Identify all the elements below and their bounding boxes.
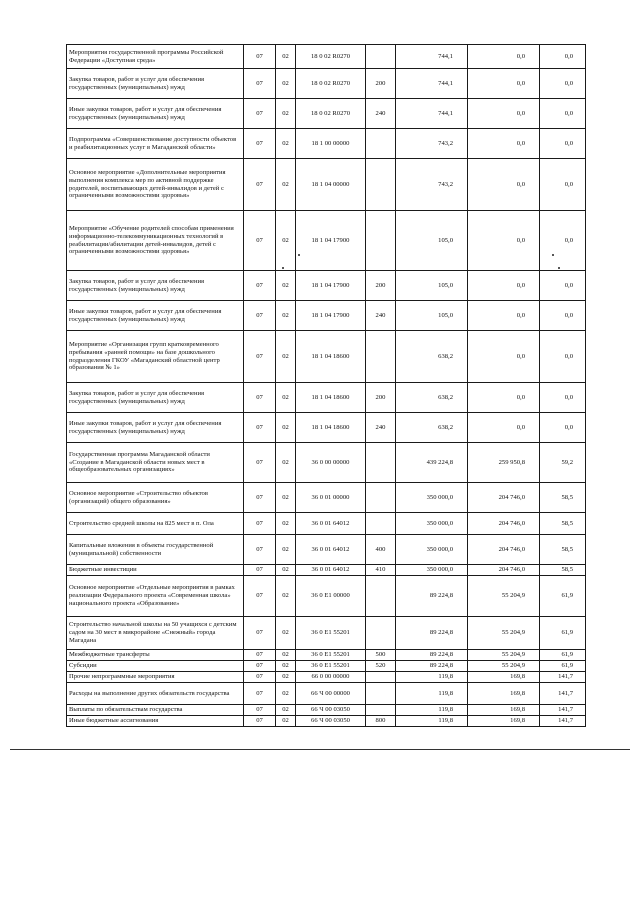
target-article-cell: 36 0 E1 55201 <box>296 617 366 650</box>
subsection-code-cell: 02 <box>276 413 296 443</box>
planned-amount-cell: 744,1 <box>396 45 468 69</box>
execution-percent-cell: 58,5 <box>540 513 586 535</box>
execution-percent-cell: 0,0 <box>540 383 586 413</box>
planned-amount-cell: 350 000,0 <box>396 535 468 565</box>
row-name-cell: Подпрограмма «Совершенствование доступности объектов и реабилитационных услуг в Магаданской области» <box>67 129 244 159</box>
executed-amount-cell: 0,0 <box>468 129 540 159</box>
planned-amount-cell: 105,0 <box>396 271 468 301</box>
execution-percent-cell: 0,0 <box>540 331 586 383</box>
row-name-cell: Иные закупки товаров, работ и услуг для обеспечения государственных (муниципальных) нужд <box>67 413 244 443</box>
row-name-cell: Строительство начальной школы на 50 учащихся с детским садом на 30 мест в микрорайоне «Снежный» города Магадана <box>67 617 244 650</box>
row-name-cell: Расходы на выполнение других обязательств государства <box>67 683 244 705</box>
planned-amount-cell: 350 000,0 <box>396 483 468 513</box>
section-code-cell: 07 <box>244 413 276 443</box>
expense-type-cell <box>366 129 396 159</box>
table-row <box>67 383 586 413</box>
expense-type-cell: 240 <box>366 413 396 443</box>
section-code-cell: 07 <box>244 650 276 661</box>
target-article-cell: 36 0 E1 55201 <box>296 661 366 672</box>
executed-amount-cell: 55 204,9 <box>468 617 540 650</box>
target-article-cell: 18 1 04 17900 <box>296 211 366 271</box>
planned-amount-cell: 743,2 <box>396 159 468 211</box>
planned-amount-cell: 350 000,0 <box>396 565 468 576</box>
execution-percent-cell: 0,0 <box>540 159 586 211</box>
table-row <box>67 661 586 672</box>
executed-amount-cell: 0,0 <box>468 211 540 271</box>
execution-percent-cell: 0,0 <box>540 301 586 331</box>
page-divider-line <box>10 749 630 750</box>
executed-amount-cell: 0,0 <box>468 45 540 69</box>
subsection-code-cell: 02 <box>276 705 296 716</box>
section-code-cell: 07 <box>244 99 276 129</box>
table-row <box>67 716 586 727</box>
row-name-cell: Бюджетные инвестиции <box>67 565 244 576</box>
executed-amount-cell: 169,8 <box>468 672 540 683</box>
expense-type-cell <box>366 159 396 211</box>
subsection-code-cell: 02 <box>276 331 296 383</box>
subsection-code-cell: 02 <box>276 513 296 535</box>
target-article-cell: 18 0 02 R0270 <box>296 69 366 99</box>
subsection-code-cell: 02 <box>276 45 296 69</box>
execution-percent-cell: 0,0 <box>540 413 586 443</box>
executed-amount-cell: 0,0 <box>468 271 540 301</box>
table-row <box>67 129 586 159</box>
subsection-code-cell: 02 <box>276 565 296 576</box>
section-code-cell: 07 <box>244 159 276 211</box>
row-name-cell: Капитальные вложения в объекты государственной (муниципальной) собственности <box>67 535 244 565</box>
executed-amount-cell: 0,0 <box>468 331 540 383</box>
planned-amount-cell: 743,2 <box>396 129 468 159</box>
expense-type-cell: 200 <box>366 383 396 413</box>
planned-amount-cell: 119,8 <box>396 683 468 705</box>
executed-amount-cell: 0,0 <box>468 383 540 413</box>
execution-percent-cell: 61,9 <box>540 661 586 672</box>
row-name-cell: Основное мероприятие «Отдельные мероприятия в рамках реализации Федерального проекта «Современная школа» национального проекта «Образование» <box>67 576 244 617</box>
planned-amount-cell: 744,1 <box>396 69 468 99</box>
subsection-code-cell: 02 <box>276 617 296 650</box>
planned-amount-cell: 105,0 <box>396 211 468 271</box>
execution-percent-cell: 58,5 <box>540 535 586 565</box>
subsection-code-cell: 02 <box>276 683 296 705</box>
target-article-cell: 36 0 01 64012 <box>296 565 366 576</box>
table-row <box>67 99 586 129</box>
executed-amount-cell: 204 746,0 <box>468 483 540 513</box>
budget-table <box>66 44 586 727</box>
table-row <box>67 45 586 69</box>
scan-speck <box>558 267 560 269</box>
subsection-code-cell: 02 <box>276 99 296 129</box>
execution-percent-cell: 141,7 <box>540 705 586 716</box>
target-article-cell: 18 1 00 00000 <box>296 129 366 159</box>
scan-speck <box>552 254 554 256</box>
table-row <box>67 513 586 535</box>
section-code-cell: 07 <box>244 535 276 565</box>
table-row <box>67 483 586 513</box>
table-row <box>67 69 586 99</box>
subsection-code-cell: 02 <box>276 69 296 99</box>
executed-amount-cell: 204 746,0 <box>468 565 540 576</box>
target-article-cell: 18 1 04 18600 <box>296 331 366 383</box>
target-article-cell: 36 0 00 00000 <box>296 443 366 483</box>
planned-amount-cell: 119,8 <box>396 672 468 683</box>
expense-type-cell <box>366 513 396 535</box>
expense-type-cell <box>366 672 396 683</box>
expense-type-cell <box>366 443 396 483</box>
row-name-cell: Иные закупки товаров, работ и услуг для обеспечения государственных (муниципальных) нужд <box>67 99 244 129</box>
execution-percent-cell: 141,7 <box>540 716 586 727</box>
executed-amount-cell: 55 204,9 <box>468 650 540 661</box>
section-code-cell: 07 <box>244 383 276 413</box>
planned-amount-cell: 744,1 <box>396 99 468 129</box>
row-name-cell: Государственная программа Магаданской области «Создание в Магаданской области новых мест в общеобразовательных организациях» <box>67 443 244 483</box>
row-name-cell: Закупка товаров, работ и услуг для обеспечения государственных (муниципальных) нужд <box>67 69 244 99</box>
table-row <box>67 271 586 301</box>
section-code-cell: 07 <box>244 617 276 650</box>
subsection-code-cell: 02 <box>276 383 296 413</box>
section-code-cell: 07 <box>244 483 276 513</box>
planned-amount-cell: 638,2 <box>396 413 468 443</box>
expense-type-cell: 240 <box>366 301 396 331</box>
executed-amount-cell: 0,0 <box>468 69 540 99</box>
executed-amount-cell: 169,8 <box>468 716 540 727</box>
subsection-code-cell: 02 <box>276 301 296 331</box>
expense-type-cell <box>366 576 396 617</box>
section-code-cell: 07 <box>244 672 276 683</box>
execution-percent-cell: 61,9 <box>540 576 586 617</box>
document-page <box>66 44 585 727</box>
executed-amount-cell: 55 204,9 <box>468 661 540 672</box>
planned-amount-cell: 439 224,8 <box>396 443 468 483</box>
execution-percent-cell: 0,0 <box>540 271 586 301</box>
target-article-cell: 36 0 E1 55201 <box>296 650 366 661</box>
subsection-code-cell: 02 <box>276 271 296 301</box>
subsection-code-cell: 02 <box>276 211 296 271</box>
table-row <box>67 443 586 483</box>
row-name-cell: Закупка товаров, работ и услуг для обеспечения государственных (муниципальных) нужд <box>67 383 244 413</box>
section-code-cell: 07 <box>244 331 276 383</box>
scan-speck <box>298 254 300 256</box>
target-article-cell: 36 0 01 64012 <box>296 513 366 535</box>
expense-type-cell: 500 <box>366 650 396 661</box>
section-code-cell: 07 <box>244 705 276 716</box>
execution-percent-cell: 141,7 <box>540 683 586 705</box>
execution-percent-cell: 0,0 <box>540 129 586 159</box>
section-code-cell: 07 <box>244 69 276 99</box>
executed-amount-cell: 0,0 <box>468 413 540 443</box>
section-code-cell: 07 <box>244 683 276 705</box>
planned-amount-cell: 89 224,8 <box>396 650 468 661</box>
execution-percent-cell: 141,7 <box>540 672 586 683</box>
table-row <box>67 331 586 383</box>
target-article-cell: 36 0 01 64012 <box>296 535 366 565</box>
target-article-cell: 18 1 04 00000 <box>296 159 366 211</box>
planned-amount-cell: 89 224,8 <box>396 661 468 672</box>
section-code-cell: 07 <box>244 661 276 672</box>
section-code-cell: 07 <box>244 211 276 271</box>
target-article-cell: 66 Ч 00 00000 <box>296 683 366 705</box>
executed-amount-cell: 169,8 <box>468 683 540 705</box>
subsection-code-cell: 02 <box>276 443 296 483</box>
table-row <box>67 301 586 331</box>
planned-amount-cell: 119,8 <box>396 716 468 727</box>
execution-percent-cell: 61,9 <box>540 617 586 650</box>
executed-amount-cell: 204 746,0 <box>468 535 540 565</box>
subsection-code-cell: 02 <box>276 672 296 683</box>
executed-amount-cell: 0,0 <box>468 301 540 331</box>
target-article-cell: 66 0 00 00000 <box>296 672 366 683</box>
target-article-cell: 66 Ч 00 03050 <box>296 705 366 716</box>
section-code-cell: 07 <box>244 45 276 69</box>
subsection-code-cell: 02 <box>276 661 296 672</box>
execution-percent-cell: 58,5 <box>540 483 586 513</box>
expense-type-cell <box>366 705 396 716</box>
planned-amount-cell: 119,8 <box>396 705 468 716</box>
planned-amount-cell: 638,2 <box>396 331 468 383</box>
executed-amount-cell: 0,0 <box>468 159 540 211</box>
planned-amount-cell: 105,0 <box>396 301 468 331</box>
target-article-cell: 36 0 E1 00000 <box>296 576 366 617</box>
execution-percent-cell: 0,0 <box>540 69 586 99</box>
table-row <box>67 565 586 576</box>
section-code-cell: 07 <box>244 513 276 535</box>
table-row <box>67 159 586 211</box>
executed-amount-cell: 259 950,8 <box>468 443 540 483</box>
row-name-cell: Межбюджетные трансферты <box>67 650 244 661</box>
execution-percent-cell: 0,0 <box>540 45 586 69</box>
expense-type-cell: 800 <box>366 716 396 727</box>
scan-speck <box>282 267 284 269</box>
table-row <box>67 705 586 716</box>
target-article-cell: 18 1 04 17900 <box>296 301 366 331</box>
row-name-cell: Иные закупки товаров, работ и услуг для обеспечения государственных (муниципальных) нужд <box>67 301 244 331</box>
execution-percent-cell: 61,9 <box>540 650 586 661</box>
subsection-code-cell: 02 <box>276 576 296 617</box>
expense-type-cell: 200 <box>366 271 396 301</box>
section-code-cell: 07 <box>244 716 276 727</box>
expense-type-cell <box>366 331 396 383</box>
expense-type-cell: 520 <box>366 661 396 672</box>
table-row <box>67 617 586 650</box>
target-article-cell: 18 1 04 17900 <box>296 271 366 301</box>
table-row <box>67 211 586 271</box>
target-article-cell: 18 1 04 18600 <box>296 413 366 443</box>
subsection-code-cell: 02 <box>276 159 296 211</box>
target-article-cell: 36 0 01 00000 <box>296 483 366 513</box>
row-name-cell: Основное мероприятие «Строительство объектов (организаций) общего образования» <box>67 483 244 513</box>
section-code-cell: 07 <box>244 271 276 301</box>
execution-percent-cell: 58,5 <box>540 565 586 576</box>
execution-percent-cell: 0,0 <box>540 99 586 129</box>
expense-type-cell <box>366 483 396 513</box>
table-row <box>67 672 586 683</box>
planned-amount-cell: 89 224,8 <box>396 617 468 650</box>
execution-percent-cell: 59,2 <box>540 443 586 483</box>
row-name-cell: Строительство средней школы на 825 мест в п. Ола <box>67 513 244 535</box>
planned-amount-cell: 638,2 <box>396 383 468 413</box>
row-name-cell: Выплаты по обязательствам государства <box>67 705 244 716</box>
row-name-cell: Закупка товаров, работ и услуг для обеспечения государственных (муниципальных) нужд <box>67 271 244 301</box>
target-article-cell: 18 0 02 R0270 <box>296 99 366 129</box>
table-row <box>67 576 586 617</box>
expense-type-cell <box>366 211 396 271</box>
row-name-cell: Иные бюджетные ассигнования <box>67 716 244 727</box>
section-code-cell: 07 <box>244 576 276 617</box>
expense-type-cell: 400 <box>366 535 396 565</box>
subsection-code-cell: 02 <box>276 650 296 661</box>
expense-type-cell <box>366 683 396 705</box>
row-name-cell: Основное мероприятие «Дополнительные мероприятия выполнения комплекса мер по активной поддержке родителей, воспитывающих детей-инвалидов и детей с ограниченными возможностями здоровья» <box>67 159 244 211</box>
section-code-cell: 07 <box>244 443 276 483</box>
table-row <box>67 683 586 705</box>
executed-amount-cell: 204 746,0 <box>468 513 540 535</box>
table-body <box>67 45 586 727</box>
target-article-cell: 18 0 02 R0270 <box>296 45 366 69</box>
section-code-cell: 07 <box>244 565 276 576</box>
subsection-code-cell: 02 <box>276 483 296 513</box>
table-row <box>67 535 586 565</box>
execution-percent-cell: 0,0 <box>540 211 586 271</box>
expense-type-cell: 240 <box>366 99 396 129</box>
row-name-cell: Субсидии <box>67 661 244 672</box>
target-article-cell: 66 Ч 00 03050 <box>296 716 366 727</box>
subsection-code-cell: 02 <box>276 129 296 159</box>
planned-amount-cell: 350 000,0 <box>396 513 468 535</box>
row-name-cell: Мероприятие «Обучение родителей способам применения информационно-телекоммуникационных технологий в реабилитации/абилитации детей-инвалидов, детей с ограниченными возможностями здоровья» <box>67 211 244 271</box>
expense-type-cell: 200 <box>366 69 396 99</box>
executed-amount-cell: 169,8 <box>468 705 540 716</box>
section-code-cell: 07 <box>244 301 276 331</box>
section-code-cell: 07 <box>244 129 276 159</box>
table-row <box>67 413 586 443</box>
table-row <box>67 650 586 661</box>
planned-amount-cell: 89 224,8 <box>396 576 468 617</box>
subsection-code-cell: 02 <box>276 716 296 727</box>
row-name-cell: Мероприятия государственной программы Российской Федерации «Доступная среда» <box>67 45 244 69</box>
row-name-cell: Мероприятие «Организация групп кратковременного пребывания «ранней помощи» на базе дошкольного подразделения ГКОУ «Магаданский областной центр образования № 1» <box>67 331 244 383</box>
expense-type-cell: 410 <box>366 565 396 576</box>
subsection-code-cell: 02 <box>276 535 296 565</box>
target-article-cell: 18 1 04 18600 <box>296 383 366 413</box>
expense-type-cell <box>366 45 396 69</box>
row-name-cell: Прочие непрограммные мероприятия <box>67 672 244 683</box>
executed-amount-cell: 55 204,9 <box>468 576 540 617</box>
expense-type-cell <box>366 617 396 650</box>
executed-amount-cell: 0,0 <box>468 99 540 129</box>
